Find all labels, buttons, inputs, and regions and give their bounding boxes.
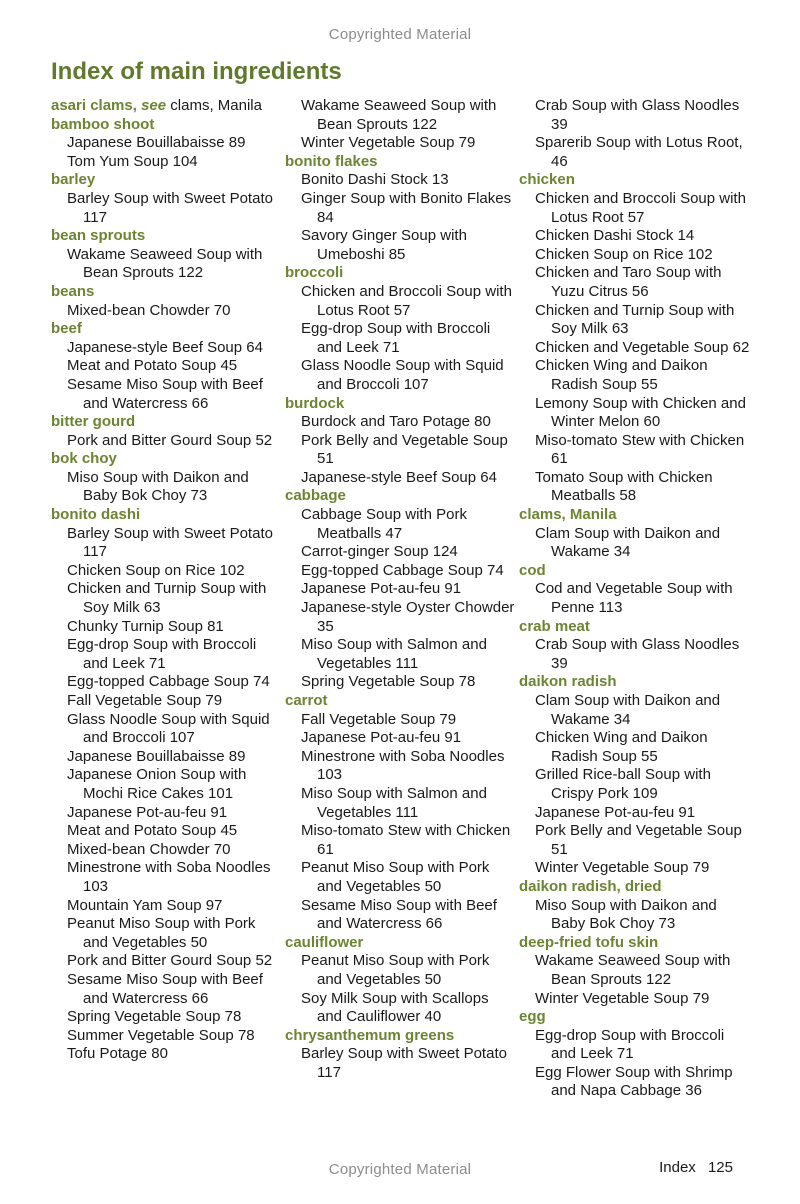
index-entry: Carrot-ginger Soup 124: [301, 543, 458, 561]
index-heading: [51, 320, 283, 339]
index-entry: Japanese Bouillabaisse 89: [67, 747, 246, 765]
index-entry: Sesame Miso Soup with Beef and Watercress 66: [301, 896, 497, 933]
index-entry: Pork and Bitter Gourd Soup 52: [67, 952, 273, 970]
index-entry: Pork Belly and Vegetable Soup 51: [535, 822, 742, 858]
index-entry: Bonito Dashi Stock 13: [301, 171, 449, 189]
page-number: 125: [707, 1159, 733, 1176]
heading-text: bok choy: [51, 450, 117, 468]
index-heading: [285, 264, 517, 283]
index-heading: [51, 413, 283, 432]
index-entry: Egg Flower Soup with Shrimp and Napa Cabbage 36: [535, 1063, 733, 1100]
index-entry: Barley Soup with Sweet Potato 117: [67, 524, 273, 561]
see-target: clams, Manila: [166, 97, 262, 114]
index-entry: Egg-topped Cabbage Soup 74: [301, 561, 504, 579]
index-entry: Chicken Soup on Rice 102: [67, 561, 245, 579]
index-entry: Mixed-bean Chowder 70: [67, 301, 231, 319]
index-entry: Wakame Seaweed Soup with Bean Sprouts 122: [67, 245, 263, 282]
index-entry: Winter Vegetable Soup 79: [535, 989, 710, 1007]
index-entry: Japanese Pot-au-feu 91: [67, 803, 228, 821]
index-entry: Fall Vegetable Soup 79: [301, 710, 457, 728]
heading-text: clams, Manila: [519, 506, 617, 524]
index-entry: Sesame Miso Soup with Beef and Watercress 66: [67, 375, 263, 412]
index-entry: Meat and Potato Soup 45: [67, 822, 238, 840]
index-entry: Barley Soup with Sweet Potato 117: [301, 1045, 507, 1081]
index-entry: Wakame Seaweed Soup with Bean Sprouts 122: [535, 952, 731, 988]
index-heading: [285, 1027, 517, 1046]
index-entry: Chicken Wing and Daikon Radish Soup 55: [535, 729, 708, 765]
copyright-notice-top: Copyrighted Material: [328, 26, 472, 43]
index-entry: Pork Belly and Vegetable Soup 51: [301, 431, 508, 468]
index-entry: Miso Soup with Daikon and Baby Bok Choy 73: [535, 896, 717, 933]
see-reference: see: [141, 97, 167, 114]
index-heading: [285, 487, 517, 506]
index-entry: Summer Vegetable Soup 78: [67, 1026, 255, 1044]
index-entry: Tofu Potage 80: [67, 1045, 168, 1063]
heading-text: bean sprouts: [51, 227, 146, 245]
heading-text: bonito flakes: [285, 152, 378, 170]
index-entry: Chicken and Vegetable Soup 62: [535, 338, 750, 356]
index-entry: Japanese Bouillabaisse 89: [67, 134, 246, 152]
index-entry: Chicken and Taro Soup with Yuzu Citrus 56: [535, 264, 722, 300]
heading-text: barley: [51, 171, 96, 189]
footer-section-label: Index: [659, 1159, 696, 1176]
index-entry: Mixed-bean Chowder 70: [67, 840, 231, 858]
index-entry: Miso-tomato Stew with Chicken 61: [301, 822, 511, 858]
index-heading: [519, 934, 751, 953]
index-entry: Chicken and Turnip Soup with Soy Milk 63: [67, 580, 267, 617]
index-entry: Chunky Turnip Soup 81: [67, 617, 224, 635]
heading-text: bitter gourd: [51, 413, 136, 431]
index-entry: Peanut Miso Soup with Pork and Vegetables 50: [301, 952, 490, 988]
heading-text: daikon radish, dried: [519, 877, 662, 895]
index-entry: Egg-drop Soup with Broccoli and Leek 71: [67, 636, 257, 672]
index-entry: Egg-drop Soup with Broccoli and Leek 71: [301, 320, 491, 356]
index-entry: Tomato Soup with Chicken Meatballs 58: [535, 468, 713, 505]
index-entry: Cod and Vegetable Soup with Penne 113: [535, 580, 733, 617]
index-entry: Minestrone with Soba Noodles 103: [67, 859, 271, 895]
index-heading: [51, 116, 283, 135]
index-heading: [519, 506, 751, 525]
index-entry: Egg-topped Cabbage Soup 74: [67, 673, 270, 691]
index-entry: Crab Soup with Glass Noodles 39: [535, 97, 740, 133]
index-entry: Mountain Yam Soup 97: [67, 896, 223, 914]
index-heading: [519, 1008, 751, 1027]
index-entry: Japanese Pot-au-feu 91: [301, 729, 462, 747]
index-entry: Japanese Pot-au-feu 91: [301, 580, 462, 598]
heading-text: chrysanthemum greens: [285, 1026, 455, 1044]
heading-text: carrot: [285, 692, 328, 709]
index-entry: Peanut Miso Soup with Pork and Vegetables 50: [301, 859, 490, 895]
index-entry: Chicken Dashi Stock 14: [535, 227, 695, 245]
index-heading: [519, 673, 751, 692]
index-entry: Lemony Soup with Chicken and Winter Melon 60: [535, 394, 746, 431]
heading-text: chicken: [519, 171, 575, 189]
heading-text: cod: [519, 561, 546, 579]
index-entry: Soy Milk Soup with Scallops and Cauliflower 40: [301, 989, 489, 1026]
index-entry: Egg-drop Soup with Broccoli and Leek 71: [535, 1026, 725, 1063]
index-column-3: [519, 97, 751, 1101]
index-entry: Chicken and Broccoli Soup with Lotus Root 57: [301, 282, 512, 319]
index-entry: Japanese Onion Soup with Mochi Rice Cakes 101: [67, 766, 247, 802]
index-entry: Chicken Wing and Daikon Radish Soup 55: [535, 357, 708, 393]
index-heading: [51, 450, 283, 469]
heading-text: beans: [51, 282, 95, 300]
heading-text: egg: [519, 1008, 546, 1026]
index-entry: Spring Vegetable Soup 78: [67, 1008, 242, 1026]
index-heading: [285, 692, 517, 711]
index-heading: [285, 934, 517, 953]
index-entry: Japanese-style Beef Soup 64: [301, 468, 497, 486]
index-heading: [51, 506, 283, 525]
heading-text: bamboo shoot: [51, 115, 155, 133]
index-entry: Sesame Miso Soup with Beef and Watercress 66: [67, 970, 263, 1007]
index-entry: Chicken Soup on Rice 102: [535, 245, 713, 263]
index-entry: Japanese-style Oyster Chowder 35: [301, 599, 515, 635]
index-heading: [519, 618, 751, 637]
heading-text: daikon radish: [519, 673, 617, 691]
heading-text: beef: [51, 320, 82, 338]
heading-text: bonito dashi: [51, 506, 141, 524]
index-entry: Meat and Potato Soup 45: [67, 357, 238, 375]
index-heading: [51, 171, 283, 190]
index-entry: Fall Vegetable Soup 79: [67, 692, 223, 709]
index-entry: Clam Soup with Daikon and Wakame 34: [535, 692, 721, 728]
index-entry: Crab Soup with Glass Noodles 39: [535, 636, 740, 672]
index-entry: Spring Vegetable Soup 78: [301, 673, 476, 691]
index-heading: [51, 283, 283, 302]
index-entry: Glass Noodle Soup with Squid and Broccoli 107: [301, 357, 504, 393]
index-entry: Sparerib Soup with Lotus Root, 46: [535, 134, 743, 170]
heading-text: deep-fried tofu skin: [519, 933, 659, 951]
heading-text: cauliflower: [285, 933, 364, 951]
heading-text: cabbage: [285, 487, 346, 505]
index-entry: Ginger Soup with Bonito Flakes 84: [301, 189, 512, 226]
index-entry: Chicken and Turnip Soup with Soy Milk 63: [535, 301, 735, 338]
index-entry: Japanese-style Beef Soup 64: [67, 338, 263, 356]
index-heading: [519, 171, 751, 190]
index-entry: Burdock and Taro Potage 80: [301, 413, 491, 431]
index-entry: Grilled Rice-ball Soup with Crispy Pork 109: [535, 766, 711, 802]
index-heading: [519, 562, 751, 581]
index-heading: [51, 227, 283, 246]
heading-text: crab meat: [519, 617, 590, 635]
index-entry: Winter Vegetable Soup 79: [535, 859, 710, 877]
index-entry: Miso Soup with Daikon and Baby Bok Choy 73: [67, 468, 249, 505]
heading-text: burdock: [285, 394, 345, 412]
index-entry: Japanese Pot-au-feu 91: [535, 803, 696, 821]
index-entry: Barley Soup with Sweet Potato 117: [67, 189, 273, 226]
index-entry: Chicken and Broccoli Soup with Lotus Root 57: [535, 189, 746, 226]
index-heading: [51, 97, 283, 116]
index-entry: Pork and Bitter Gourd Soup 52: [67, 431, 273, 449]
index-heading: [285, 153, 517, 172]
index-entry: Wakame Seaweed Soup with Bean Sprouts 122: [301, 97, 497, 133]
index-entry: Miso Soup with Salmon and Vegetables 111: [301, 636, 487, 672]
index-entry: Miso Soup with Salmon and Vegetables 111: [301, 784, 487, 821]
index-entry: Cabbage Soup with Pork Meatballs 47: [301, 506, 467, 542]
index-column-2: [285, 97, 517, 1082]
index-entry: Tom Yum Soup 104: [67, 152, 198, 170]
copyright-notice-bottom: Copyrighted Material: [328, 1161, 472, 1178]
index-heading: [519, 878, 751, 897]
index-entry: Miso-tomato Stew with Chicken 61: [535, 431, 745, 468]
index-entry: Winter Vegetable Soup 79: [301, 134, 476, 152]
index-entry: Savory Ginger Soup with Umeboshi 85: [301, 227, 467, 263]
heading-text: asari clams,: [51, 97, 142, 114]
heading-text: broccoli: [285, 264, 344, 282]
index-entry: Clam Soup with Daikon and Wakame 34: [535, 524, 721, 561]
index-entry: Peanut Miso Soup with Pork and Vegetables 50: [67, 915, 256, 951]
index-heading: [285, 395, 517, 414]
page-footer: [659, 1159, 733, 1176]
index-entry: Glass Noodle Soup with Squid and Broccoli 107: [67, 710, 270, 747]
index-entry: Minestrone with Soba Noodles 103: [301, 747, 505, 784]
index-column-1: [51, 97, 283, 1064]
page-title: Index of main ingredients: [51, 58, 342, 85]
